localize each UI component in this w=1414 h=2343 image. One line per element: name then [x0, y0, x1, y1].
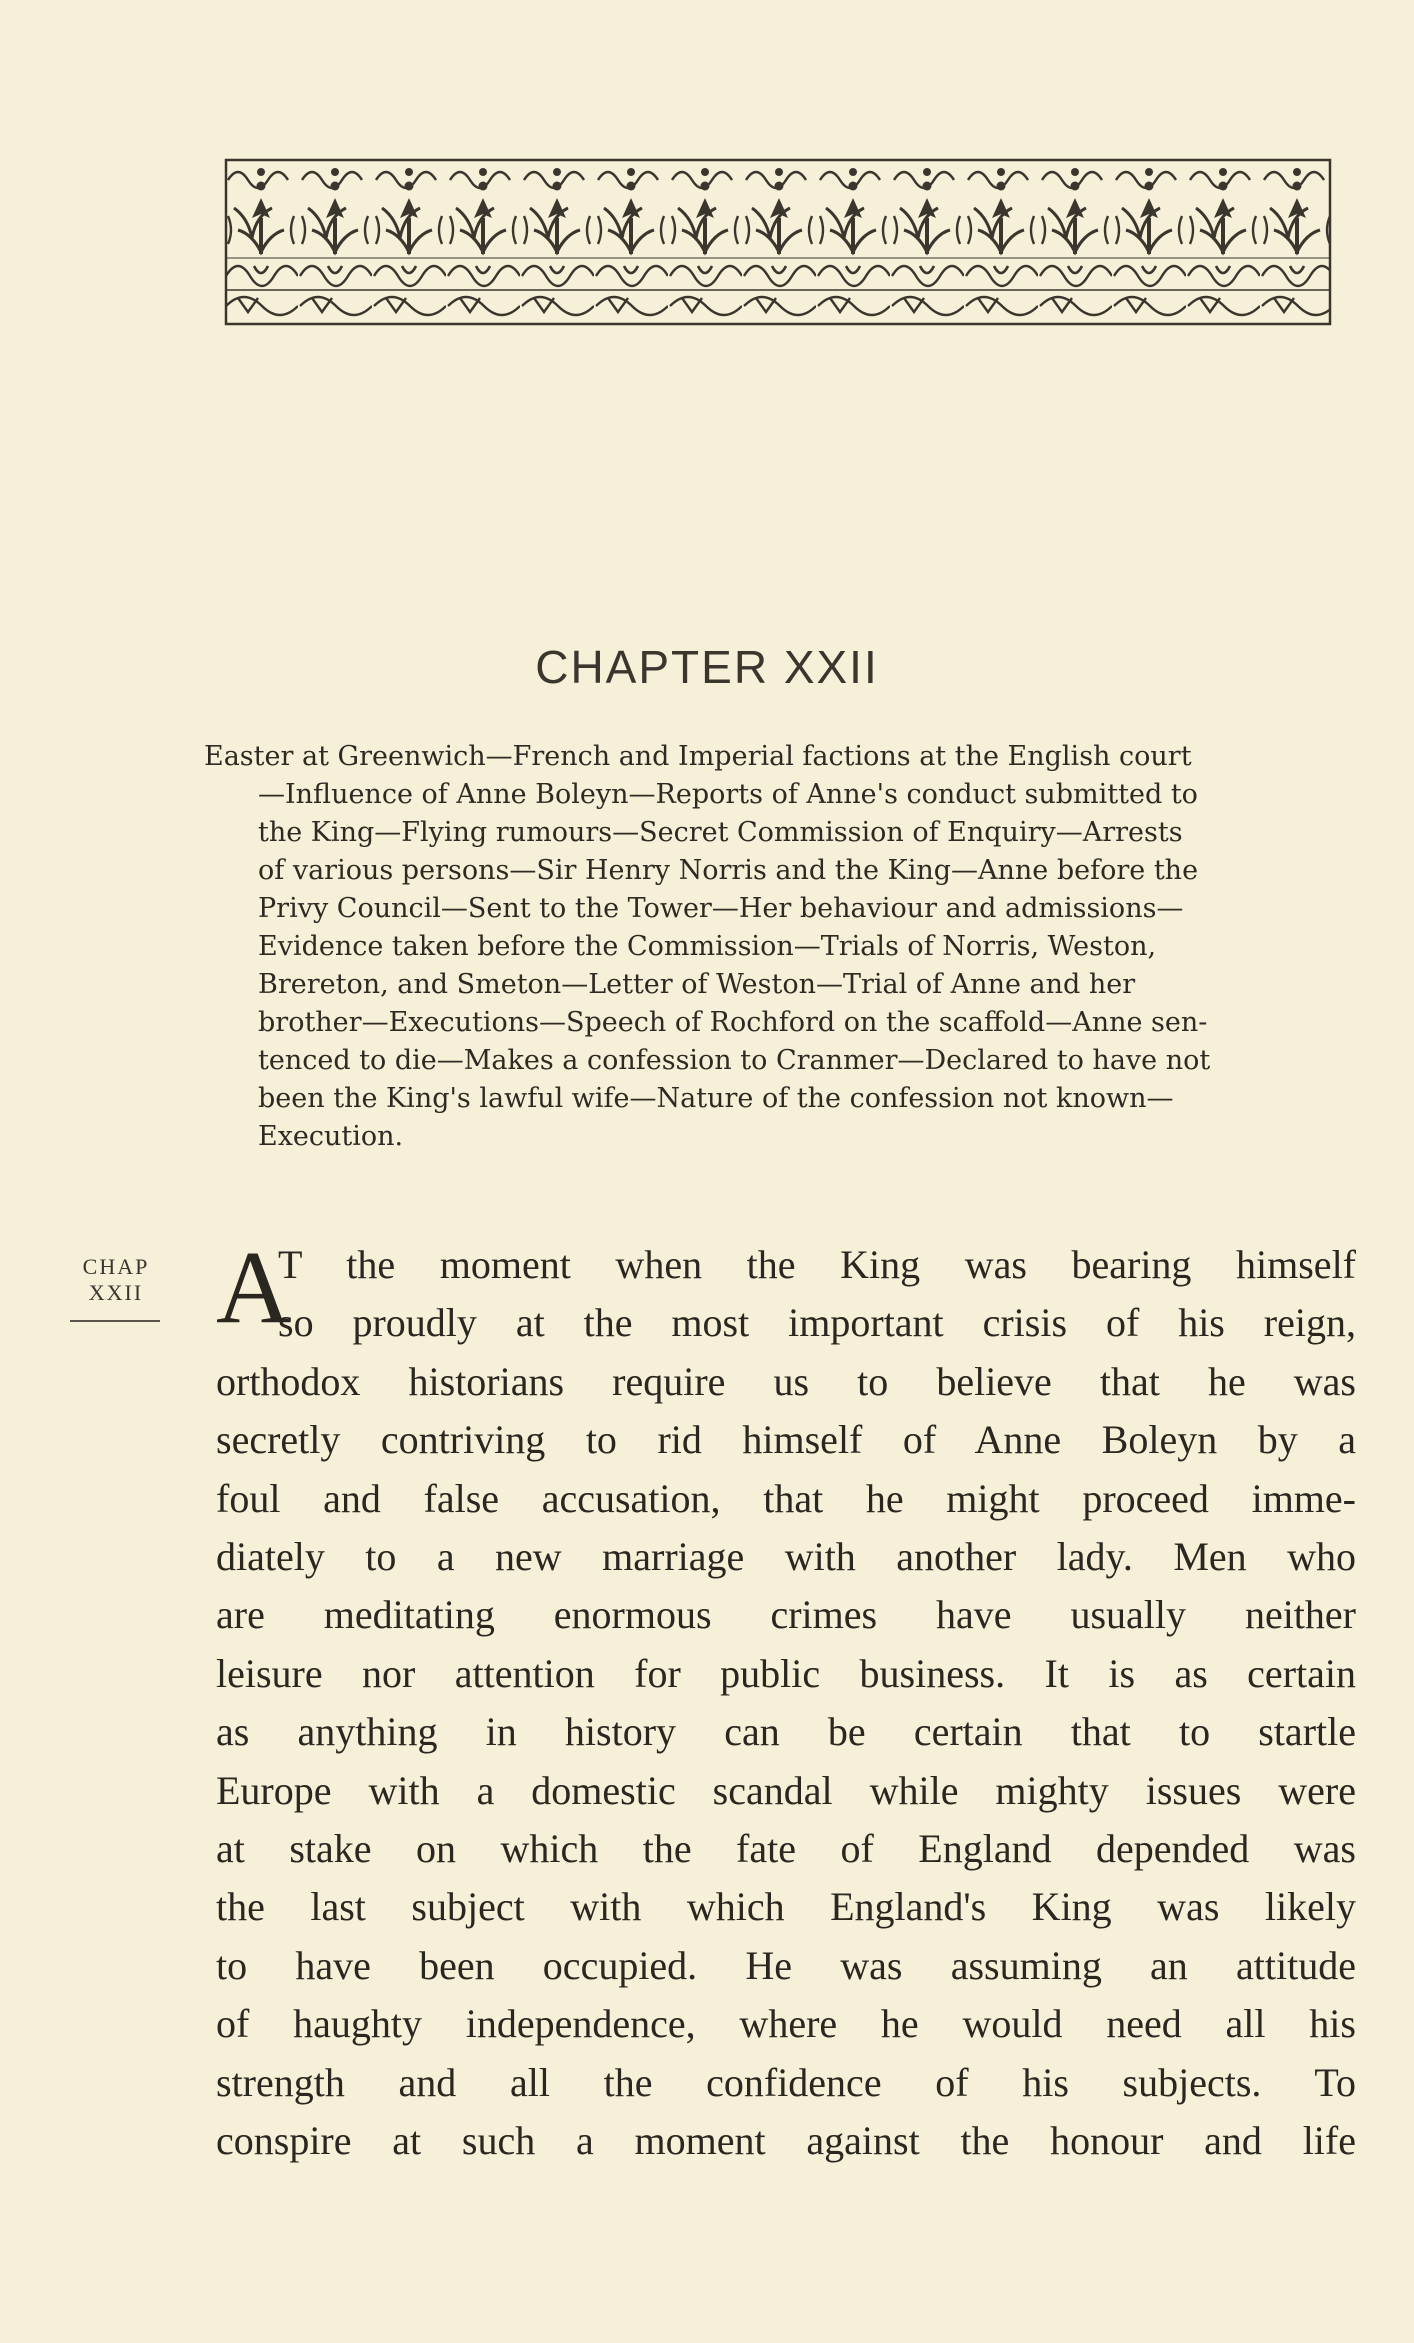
body-line: at stake on which the fate of England depended was [216, 1826, 1356, 1872]
body-line: T the moment when the King was bearing himself [278, 1242, 1356, 1287]
summary-line: —Influence of Anne Boleyn—Reports of Anne's conduct submitted to [258, 779, 1198, 810]
summary-line: been the King's lawful wife—Nature of the confession not known— [258, 1083, 1174, 1114]
body-line: conspire at such a moment against the honour and life [216, 2118, 1356, 2164]
body-line: diately to a new marriage with another lady. Men who [216, 1534, 1356, 1580]
body-line: of haughty independence, where he would need all his [216, 2001, 1356, 2047]
drop-cap-block [216, 1230, 1356, 1353]
margin-chapter-note [70, 1254, 162, 1322]
body-line: are meditating enormous crimes have usually neither [216, 1592, 1356, 1638]
body-line: secretly contriving to rid himself of Anne Boleyn by a [216, 1417, 1356, 1463]
chapter-title: CHAPTER XXII [535, 641, 879, 693]
body-line: strength and all the confidence of his subjects. To [216, 2059, 1356, 2105]
summary-line: Easter at Greenwich—French and Imperial factions at the English court [204, 741, 1192, 772]
margin-note-line: XXII [88, 1280, 144, 1305]
summary-line: Evidence taken before the Commission—Trials of Norris, Weston, [258, 931, 1157, 962]
body-text [216, 1230, 1356, 2171]
summary-line: Execution. [258, 1121, 404, 1152]
body-line: foul and false accusation, that he might proceed imme- [216, 1475, 1356, 1521]
margin-note-line: CHAP [82, 1254, 150, 1279]
margin-divider [70, 1320, 160, 1322]
summary-line: Privy Council—Sent to the Tower—Her behaviour and admissions— [258, 893, 1184, 924]
summary-line: the King—Flying rumours—Secret Commission of Enquiry—Arrests [258, 817, 1183, 848]
drop-cap: A [216, 1230, 292, 1345]
summary-line: Brereton, and Smeton—Letter of Weston—Trial of Anne and her [258, 969, 1136, 1000]
summary-line: tenced to die—Makes a confession to Cranmer—Declared to have not [258, 1045, 1211, 1076]
body-line: so proudly at the most important crisis of his reign, [278, 1300, 1356, 1346]
body-line: as anything in history can be certain that to startle [216, 1709, 1356, 1755]
body-line: to have been occupied. He was assuming an attitude [216, 1942, 1356, 1988]
body-line: Europe with a domestic scandal while mighty issues were [216, 1767, 1356, 1813]
body-line: leisure nor attention for public business. It is as certain [216, 1650, 1356, 1696]
decorative-headpiece-ornament [224, 158, 1332, 326]
body-line: the last subject with which England's King was likely [216, 1884, 1356, 1930]
chapter-summary [204, 738, 1354, 1156]
body-line: orthodox historians require us to believe that he was [216, 1358, 1356, 1404]
summary-line: brother—Executions—Speech of Rochford on the scaffold—Anne sen- [258, 1007, 1208, 1038]
summary-line: of various persons—Sir Henry Norris and the King—Anne before the [258, 855, 1199, 886]
